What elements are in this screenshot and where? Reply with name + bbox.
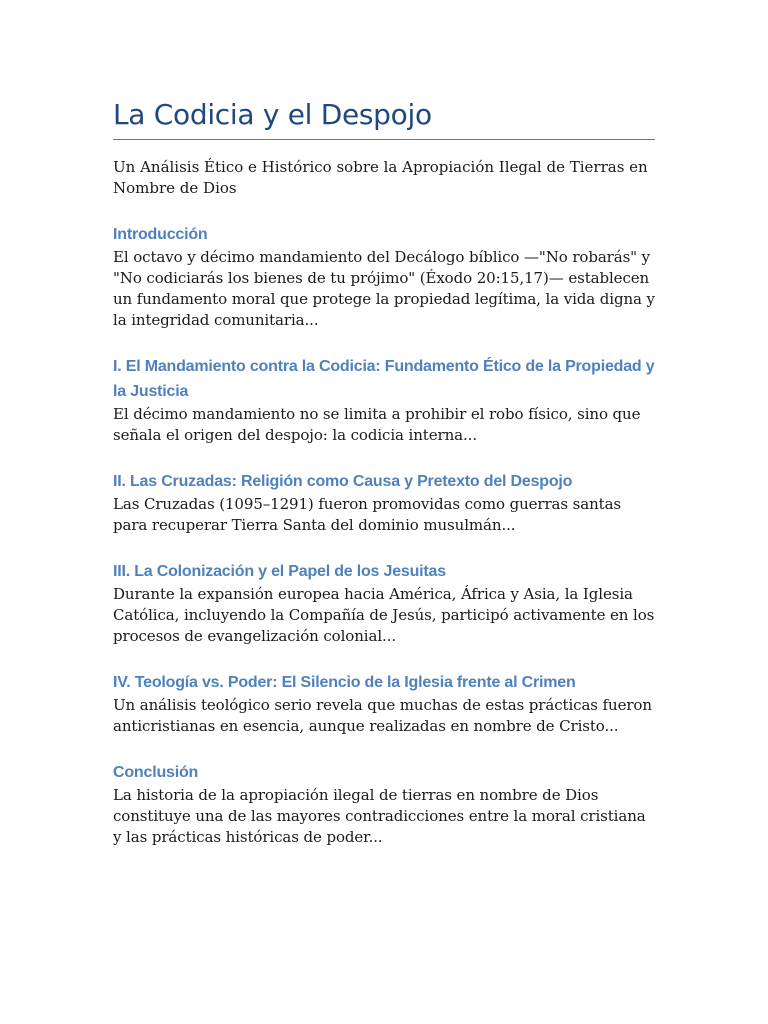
- section-mandamiento: [113, 354, 655, 446]
- section-heading: Conclusión: [113, 764, 199, 781]
- section-conclusion: [113, 760, 655, 848]
- section-introduccion: [113, 222, 655, 331]
- section-heading: Introducción: [113, 226, 208, 243]
- title-divider: [113, 139, 655, 140]
- section-body: Un análisis teológico serio revela que muchas de estas prácticas fueron anticristianas en esencia, aunque realizadas en nombre de Cristo...: [113, 696, 652, 735]
- section-body: El octavo y décimo mandamiento del Decálogo bíblico —"No robarás" y "No codiciarás los bienes de tu prójimo" (Éxodo 20:15,17)— establecen un fundamento moral que protege la propiedad legítima, la vida digna y la integridad comunitaria...: [113, 248, 655, 329]
- section-heading: II. Las Cruzadas: Religión como Causa y Pretexto del Despojo: [113, 473, 573, 490]
- section-body: La historia de la apropiación ilegal de tierras en nombre de Dios constituye una de las mayores contradicciones entre la moral cristiana y las prácticas históricas de poder...: [113, 786, 646, 846]
- section-body: Durante la expansión europea hacia América, África y Asia, la Iglesia Católica, incluyendo la Compañía de Jesús, participó activamente en los procesos de evangelización colonial...: [113, 585, 655, 645]
- section-body: El décimo mandamiento no se limita a prohibir el robo físico, sino que señala el origen del despojo: la codicia interna...: [113, 405, 641, 444]
- section-heading: IV. Teología vs. Poder: El Silencio de la Iglesia frente al Crimen: [113, 674, 576, 691]
- section-heading: I. El Mandamiento contra la Codicia: Fundamento Ético de la Propiedad y la Justicia: [113, 358, 655, 400]
- section-body: Las Cruzadas (1095–1291) fueron promovidas como guerras santas para recuperar Tierra Santa del dominio musulmán...: [113, 495, 622, 534]
- document-title: La Codicia y el Despojo: [113, 98, 432, 131]
- section-heading: III. La Colonización y el Papel de los Jesuitas: [113, 563, 446, 580]
- document-subtitle: Un Análisis Ético e Histórico sobre la Apropiación Ilegal de Tierras en Nombre de Dios: [113, 158, 648, 197]
- section-cruzadas: [113, 469, 655, 536]
- section-colonizacion: [113, 559, 655, 647]
- section-teologia: [113, 670, 655, 737]
- document-page: [113, 96, 655, 848]
